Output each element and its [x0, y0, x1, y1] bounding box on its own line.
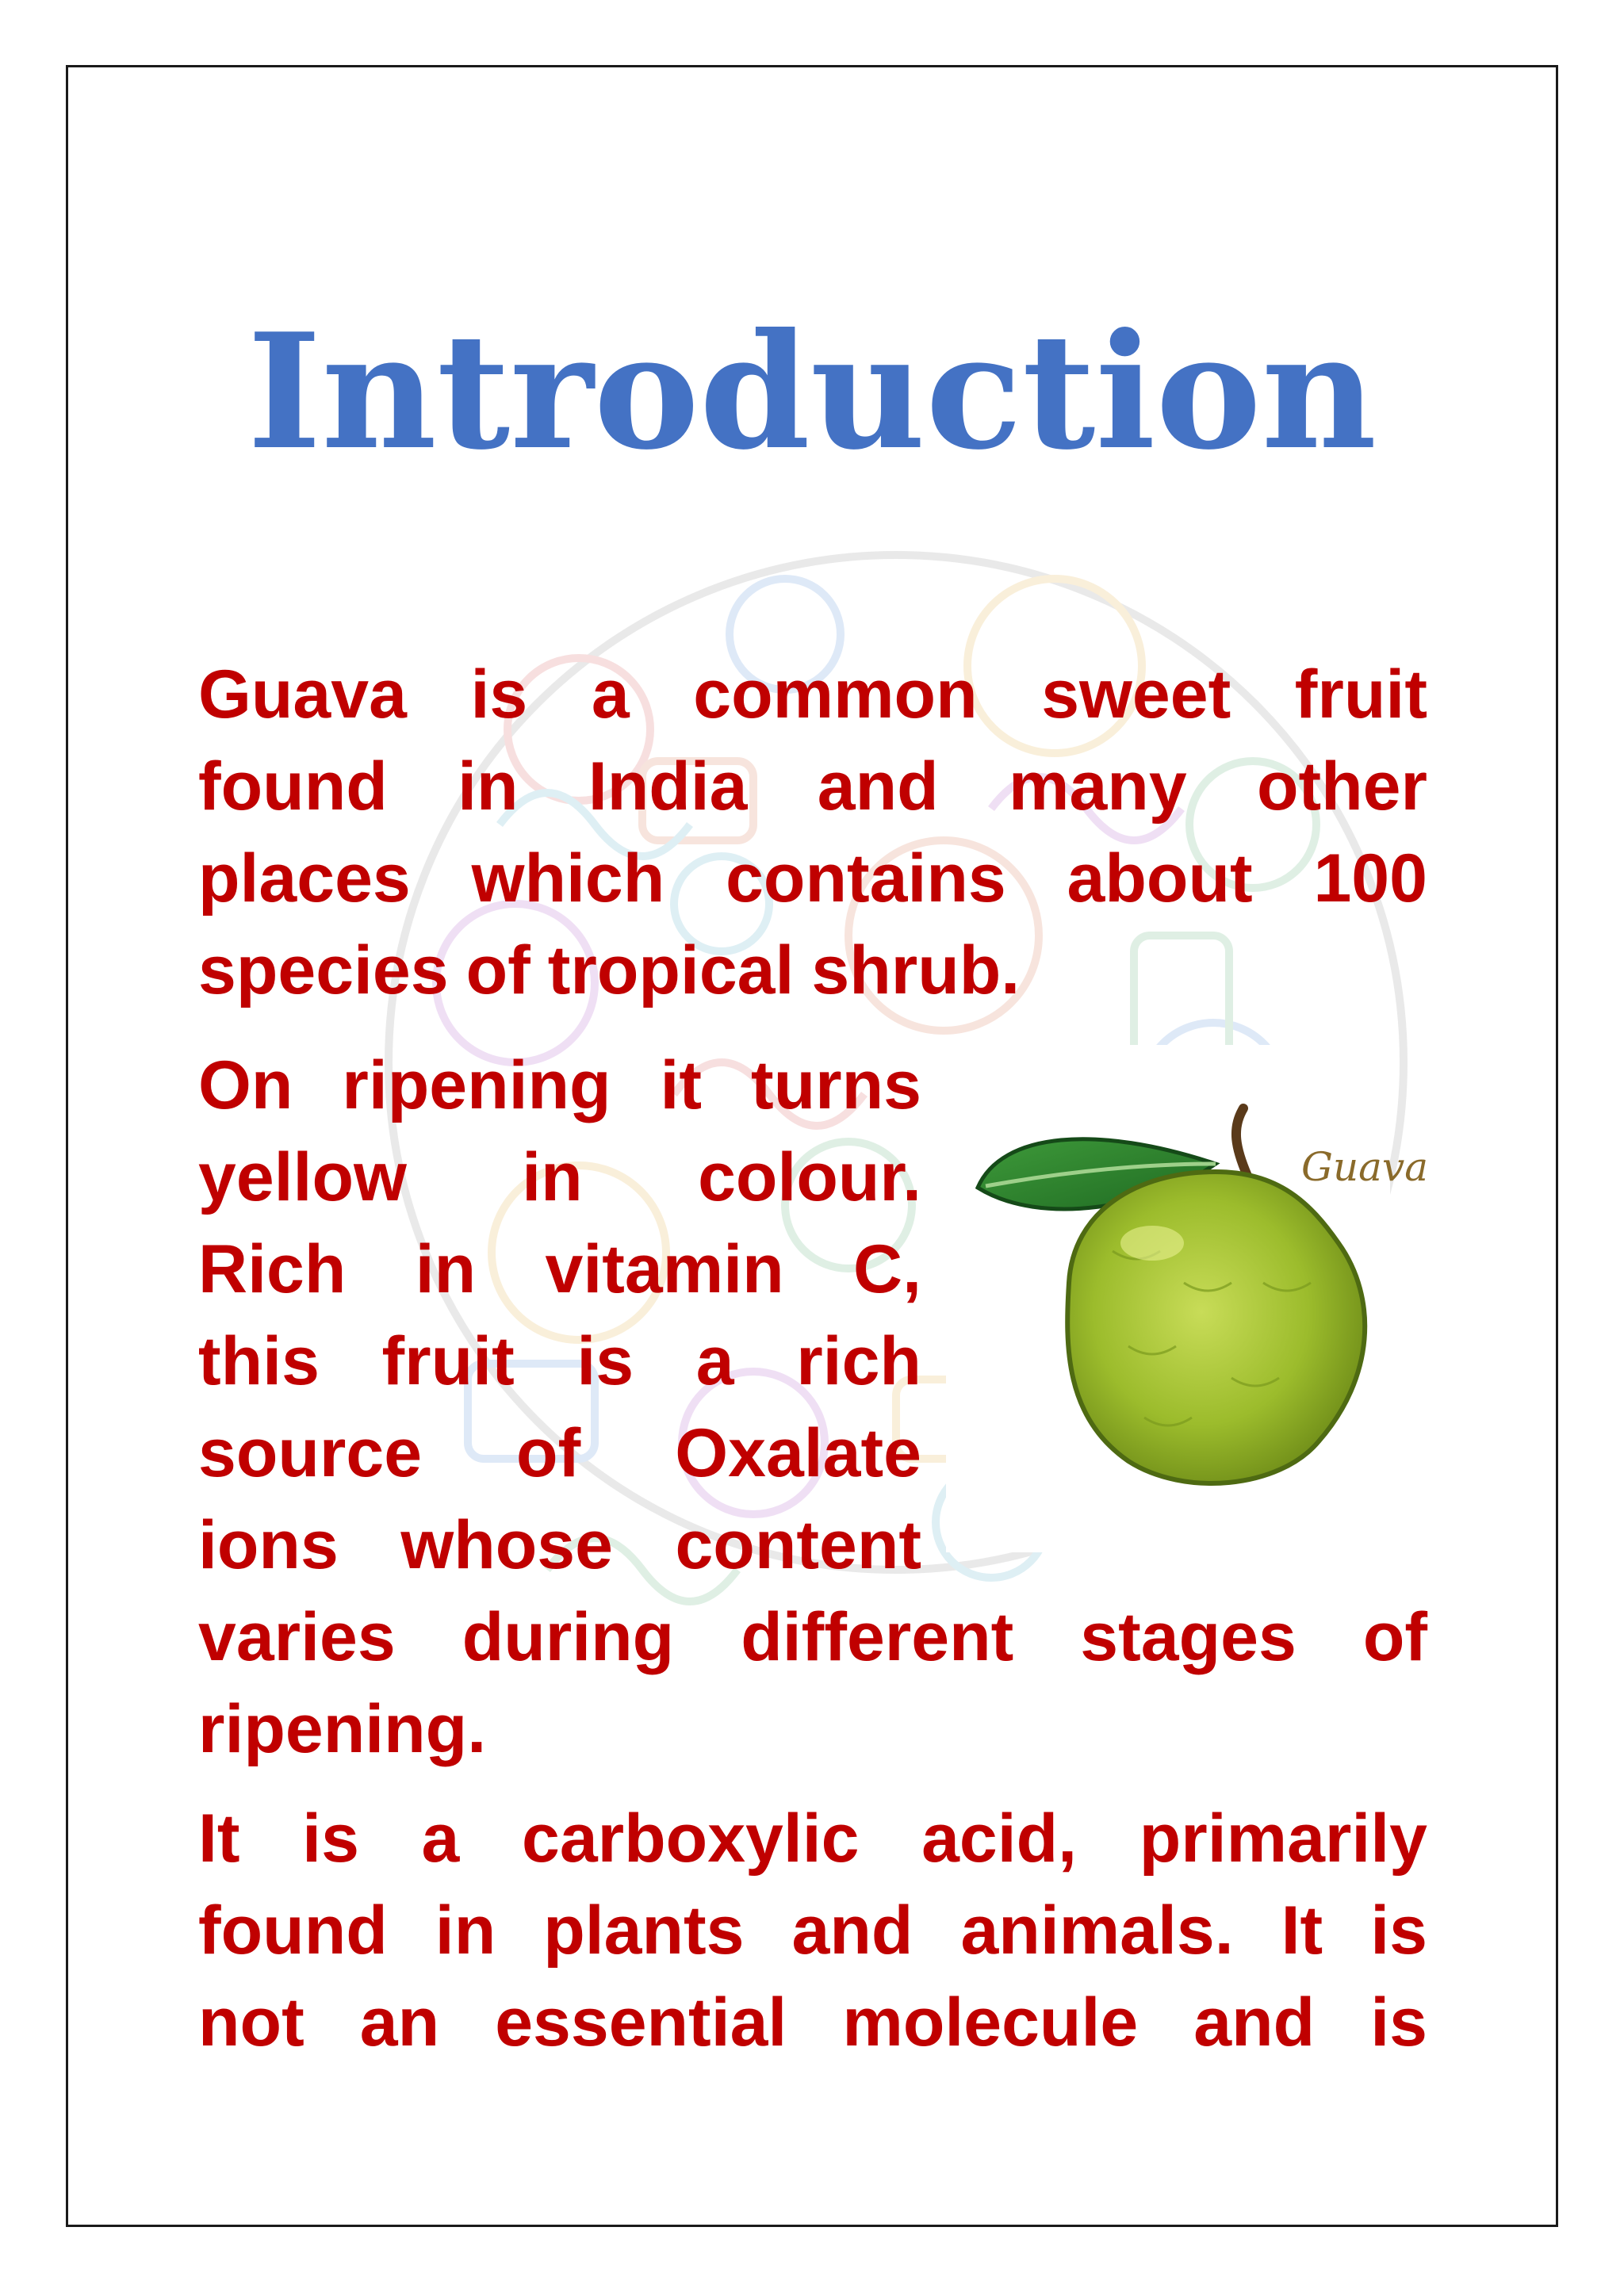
- word: source: [198, 1415, 423, 1491]
- word: places: [198, 840, 411, 916]
- word: Rich: [198, 1231, 347, 1307]
- word: animals.: [960, 1892, 1234, 1969]
- word: It: [198, 1800, 240, 1877]
- word: acid,: [921, 1800, 1078, 1877]
- word: fruit: [1294, 656, 1427, 733]
- word: shrub.: [811, 932, 1021, 1008]
- paragraph-line: [198, 740, 1427, 832]
- paragraph-line: [198, 1683, 1427, 1775]
- word: other: [1256, 748, 1427, 825]
- word: On: [198, 1047, 293, 1123]
- word: and: [1193, 1984, 1316, 2061]
- word: is: [470, 656, 528, 733]
- paragraph-line: [198, 1223, 921, 1315]
- paragraph-line: [198, 832, 1427, 924]
- word: about: [1067, 840, 1253, 916]
- word: vitamin: [545, 1231, 784, 1307]
- word: ripening.: [198, 1691, 487, 1767]
- word: Guava: [198, 656, 407, 733]
- paragraph-line: [198, 924, 1427, 1016]
- word: a: [421, 1800, 460, 1877]
- word: carboxylic: [522, 1800, 860, 1877]
- paragraph-line: [198, 1976, 1427, 2068]
- word: It: [1281, 1892, 1323, 1969]
- word: of: [1362, 1599, 1427, 1675]
- paragraph-line: [198, 1885, 1427, 1976]
- word: molecule: [842, 1984, 1139, 2061]
- word: content: [675, 1507, 921, 1583]
- word: Oxalate: [675, 1415, 921, 1491]
- word: many: [1009, 748, 1187, 825]
- word: a: [591, 656, 630, 733]
- paragraph-line: [198, 649, 1427, 740]
- word: varies: [198, 1599, 396, 1675]
- word: species: [198, 932, 449, 1008]
- paragraph-2-full: [198, 1591, 1427, 1775]
- word: colour.: [698, 1139, 921, 1215]
- word: in: [522, 1139, 583, 1215]
- word: common: [693, 656, 978, 733]
- paragraph-line: [198, 1793, 1427, 1885]
- word: whose: [400, 1507, 613, 1583]
- word: 100: [1313, 840, 1427, 916]
- word: not: [198, 1984, 304, 2061]
- word: of: [465, 932, 530, 1008]
- paragraph-line: [198, 1315, 921, 1407]
- word: during: [462, 1599, 675, 1675]
- word: fruit: [381, 1323, 515, 1399]
- paragraph-line: [198, 1499, 921, 1591]
- word: stages: [1080, 1599, 1297, 1675]
- word: India: [588, 748, 748, 825]
- word: is: [576, 1323, 634, 1399]
- paragraph-2-wrapped: [198, 1039, 921, 1591]
- word: which: [471, 840, 665, 916]
- page-title: Introduction: [247, 299, 1377, 485]
- word: it: [660, 1047, 703, 1123]
- word: plants: [543, 1892, 745, 1969]
- word: C,: [852, 1231, 921, 1307]
- paragraph-line: [198, 1039, 921, 1131]
- word: found: [198, 1892, 388, 1969]
- paragraph-1: [198, 649, 1427, 1016]
- word: an: [359, 1984, 440, 2061]
- word: in: [435, 1892, 496, 1969]
- paragraph-line: [198, 1407, 921, 1499]
- word: yellow: [198, 1139, 407, 1215]
- word: this: [198, 1323, 320, 1399]
- word: rich: [796, 1323, 921, 1399]
- guava-label: Guava: [1301, 1144, 1429, 1190]
- word: is: [1370, 1892, 1427, 1969]
- word: different: [741, 1599, 1014, 1675]
- word: sweet: [1041, 656, 1231, 733]
- word: is: [302, 1800, 359, 1877]
- word: tropical: [547, 932, 795, 1008]
- guava-image: [946, 1045, 1429, 1552]
- word: a: [695, 1323, 734, 1399]
- paragraph-3: [198, 1793, 1427, 2068]
- word: of: [516, 1415, 581, 1491]
- word: contains: [726, 840, 1006, 916]
- guava-fruit-icon: [946, 1045, 1390, 1552]
- word: in: [415, 1231, 477, 1307]
- word: in: [458, 748, 519, 825]
- word: essential: [495, 1984, 787, 2061]
- word: is: [1370, 1984, 1427, 2061]
- word: turns: [750, 1047, 921, 1123]
- word: ions: [198, 1507, 339, 1583]
- paragraph-line: [198, 1131, 921, 1223]
- word: primarily: [1139, 1800, 1427, 1877]
- paragraph-line: [198, 1591, 1427, 1683]
- word: and: [817, 748, 939, 825]
- word: found: [198, 748, 388, 825]
- word: ripening: [342, 1047, 611, 1123]
- word: and: [791, 1892, 914, 1969]
